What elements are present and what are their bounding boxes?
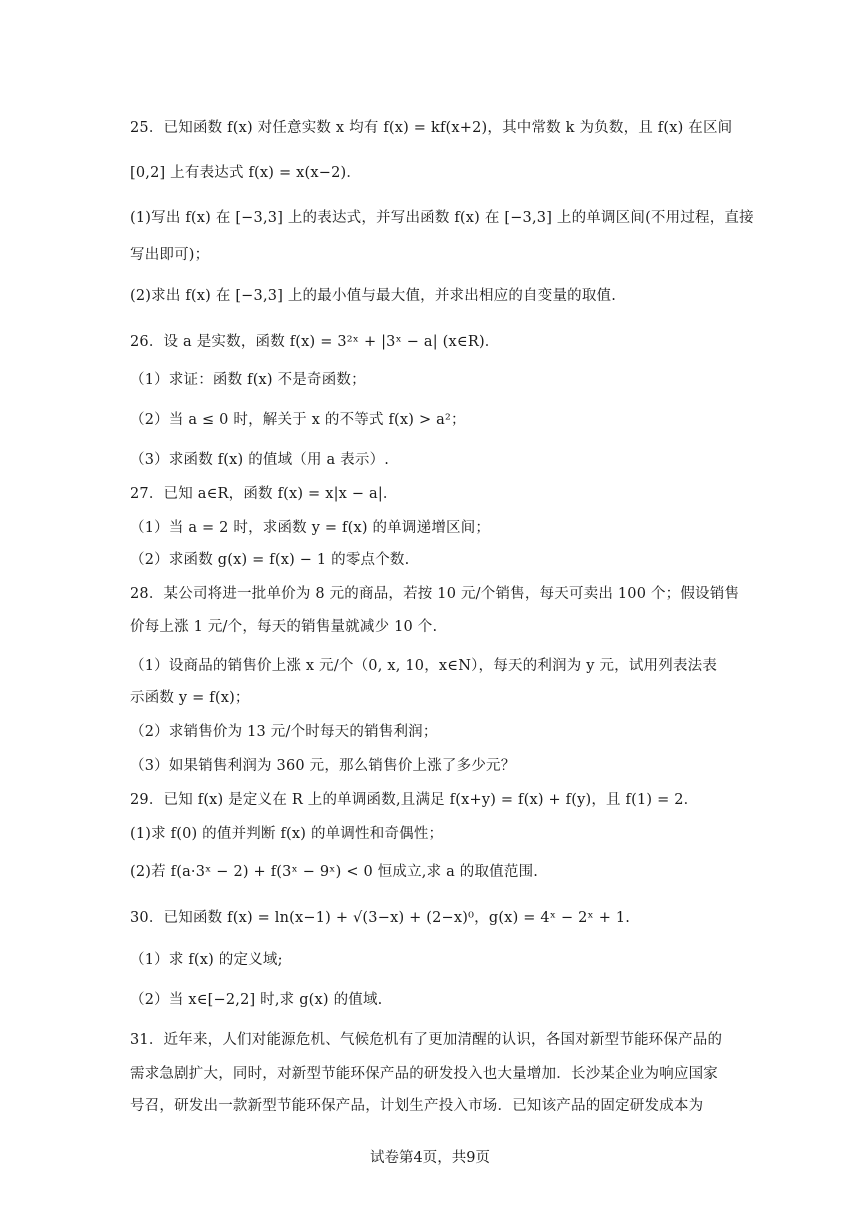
line: 需求急剧扩大，同时，对新型节能环保产品的研发投入也大量增加．长沙某企业为响应国家 <box>130 1066 718 1082</box>
line: （2）当 a ≤ 0 时，解关于 x 的不等式 f(x) > a²； <box>130 412 466 428</box>
line: 27．已知 a∈R，函数 f(x) = x|x − a|． <box>130 486 398 502</box>
line: 29．已知 f(x) 是定义在 R 上的单调函数,且满足 f(x+y) = f(x) + f(y)，且 f(1) = 2． <box>130 792 699 808</box>
line: （3）求函数 f(x) 的值域（用 a 表示）. <box>130 452 390 468</box>
line: （2）求销售价为 13 元/个时每天的销售利润； <box>130 724 438 740</box>
line: 30．已知函数 f(x) = ln(x−1) + √(3−x) + (2−x)⁰，g(x) = 4ˣ − 2ˣ + 1. <box>130 910 631 926</box>
line: (1)求 f(0) 的值并判断 f(x) 的单调性和奇偶性； <box>130 826 444 842</box>
line: 25．已知函数 f(x) 对任意实数 x 均有 f(x) = kf(x+2)，其中常数 k 为负数，且 f(x) 在区间 <box>130 120 733 136</box>
line: 26．设 a 是实数，函数 f(x) = 3²ˣ + |3ˣ − a| (x∈R)． <box>130 334 500 350</box>
line: (2)若 f(a·3ˣ − 2) + f(3ˣ − 9ˣ) < 0 恒成立,求 a 的取值范围. <box>130 864 539 880</box>
line: （1）求证：函数 f(x) 不是奇函数； <box>130 372 366 388</box>
line: （2）当 x∈[−2,2] 时,求 g(x) 的值域. <box>130 992 383 1008</box>
line: （1）当 a = 2 时，求函数 y = f(x) 的单调递增区间； <box>130 520 491 536</box>
line: 号召，研发出一款新型节能环保产品，计划生产投入市场．已知该产品的固定研发成本为 <box>130 1098 704 1114</box>
line: 示函数 y = f(x)； <box>130 690 250 706</box>
line: (1)写出 f(x) 在 [−3,3] 上的表达式，并写出函数 f(x) 在 [−3,3] 上的单调区间(不用过程，直接 <box>130 210 754 226</box>
line: （1）设商品的销售价上涨 x 元/个（0, x, 10，x∈N），每天的利润为 y 元，试用列表法表 <box>130 658 718 674</box>
line: 写出即可)； <box>130 247 210 263</box>
line: 28．某公司将进一批单价为 8 元的商品，若按 10 元/个销售，每天可卖出 100 个；假设销售 <box>130 586 740 602</box>
line: 31．近年来，人们对能源危机、气候危机有了更加清醒的认识，各国对新型节能环保产品的 <box>130 1032 723 1048</box>
line: [0,2] 上有表达式 f(x) = x(x−2)． <box>130 165 362 181</box>
line: （3）如果销售利润为 360 元，那么销售价上涨了多少元？ <box>130 758 516 774</box>
line: （2）求函数 g(x) = f(x) − 1 的零点个数. <box>130 552 410 568</box>
page-footer: 试卷第4页，共9页 <box>370 1150 490 1166</box>
line: 价每上涨 1 元/个，每天的销售量就减少 10 个. <box>130 619 438 635</box>
line: (2)求出 f(x) 在 [−3,3] 上的最小值与最大值，并求出相应的自变量的取值. <box>130 288 617 304</box>
line: （1）求 f(x) 的定义域; <box>130 952 283 968</box>
